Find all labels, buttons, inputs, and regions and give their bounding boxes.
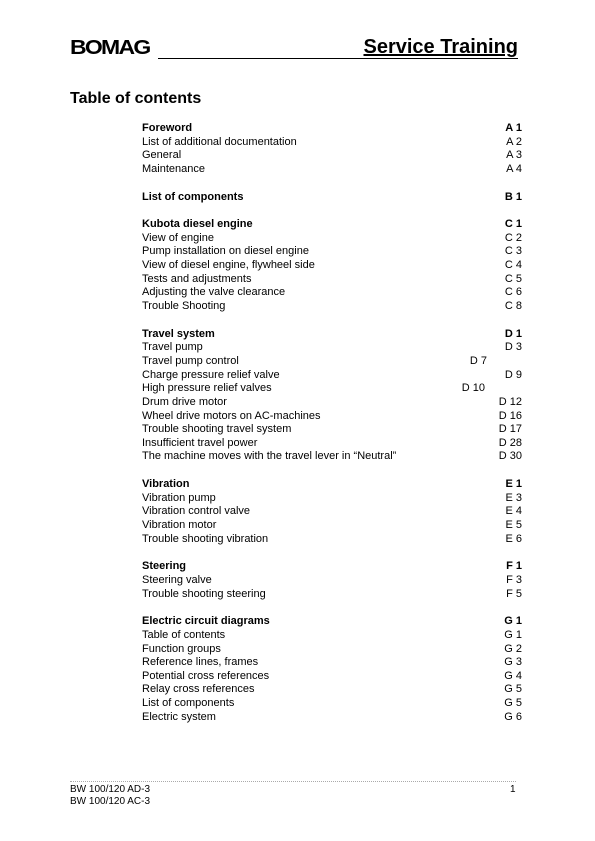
footer-model-line: BW 100/120 AC-3 xyxy=(70,796,151,807)
toc-entry-page: G 5 xyxy=(504,683,522,696)
toc-entry-page: B 1 xyxy=(504,190,522,203)
toc-entry-page: E 5 xyxy=(505,519,522,532)
toc-entry xyxy=(142,492,522,506)
toc-entry-label: View of engine xyxy=(142,231,214,244)
toc-entry xyxy=(142,450,522,464)
page-number: 1 xyxy=(510,784,516,795)
toc-entry-page: A 2 xyxy=(506,135,522,148)
toc-entry xyxy=(142,300,522,314)
toc-entry-label: Electric circuit diagrams xyxy=(142,615,270,628)
toc-section xyxy=(142,615,522,724)
toc-entry-label: Trouble Shooting xyxy=(142,300,226,313)
toc-section xyxy=(142,218,522,313)
toc-section xyxy=(142,191,522,205)
toc-section-heading xyxy=(142,478,522,492)
toc-entry xyxy=(142,711,522,725)
toc-entry-page: E 6 xyxy=(505,532,522,545)
toc-entry-label: Travel pump control xyxy=(142,354,239,367)
toc-section-heading xyxy=(142,122,522,136)
toc-entry-page: C 1 xyxy=(504,218,522,231)
toc-entry xyxy=(142,396,522,410)
toc-entry-page: A 4 xyxy=(506,162,522,175)
toc-entry-page: D 7 xyxy=(469,354,487,367)
toc-entry-label: Function groups xyxy=(142,642,221,655)
toc-entry-label: Steering valve xyxy=(142,573,212,586)
toc-entry-label: Wheel drive motors on AC-machines xyxy=(142,409,321,422)
toc-entry xyxy=(142,533,522,547)
toc-entry-label: Steering xyxy=(142,560,187,573)
toc-entry-label: Electric system xyxy=(142,710,216,723)
toc-entry-label: Vibration xyxy=(142,478,190,491)
toc-entry-label: Vibration control valve xyxy=(142,505,251,518)
toc-entry-label: Table of contents xyxy=(142,628,226,641)
toc-entry-page: E 3 xyxy=(505,491,522,504)
toc-entry xyxy=(142,382,522,396)
toc-entry xyxy=(142,369,522,383)
toc-entry-page: G 1 xyxy=(504,628,522,641)
toc-entry xyxy=(142,232,522,246)
toc-entry-label: Vibration motor xyxy=(142,519,217,532)
toc-entry xyxy=(142,656,522,670)
toc-entry-label: Trouble shooting vibration xyxy=(142,532,269,545)
toc-entry-page: D 3 xyxy=(504,341,522,354)
toc-entry-label: Relay cross references xyxy=(142,683,255,696)
toc-section xyxy=(142,122,522,177)
toc-entry-page: A 1 xyxy=(505,122,522,134)
toc-entry-page: F 1 xyxy=(506,560,522,573)
toc-entry-label: Trouble shooting steering xyxy=(142,587,266,600)
toc-entry-label: Adjusting the valve clearance xyxy=(142,286,286,299)
toc-entry-label: Trouble shooting travel system xyxy=(142,423,292,436)
toc-entry-label: Drum drive motor xyxy=(142,395,227,408)
toc-entry-label: List of components xyxy=(142,697,235,710)
toc-entry-page: C 8 xyxy=(504,300,522,313)
toc-entry-label: High pressure relief valves xyxy=(142,382,272,395)
toc-entry xyxy=(142,355,522,369)
toc-entry-label: Charge pressure relief valve xyxy=(142,368,280,381)
toc-entry-label: General xyxy=(142,149,182,162)
toc-entry-page: D 1 xyxy=(504,327,522,340)
toc-entry xyxy=(142,149,522,163)
toc-entry xyxy=(142,519,522,533)
toc-entry-page: G 5 xyxy=(504,697,522,710)
toc-section xyxy=(142,328,522,464)
toc-entry-label: Kubota diesel engine xyxy=(142,218,253,231)
page-header xyxy=(70,36,518,60)
toc-entry-page: A 3 xyxy=(506,149,522,162)
toc-entry xyxy=(142,505,522,519)
toc-entry xyxy=(142,341,522,355)
toc-entry xyxy=(142,286,522,300)
toc-entry-label: Travel pump xyxy=(142,341,203,354)
header-title: Service Training xyxy=(363,36,518,58)
toc-entry-label: Maintenance xyxy=(142,162,205,175)
toc-section-heading xyxy=(142,191,522,205)
toc-entry-page: C 5 xyxy=(504,272,522,285)
toc-entry-page: C 3 xyxy=(504,245,522,258)
toc-entry-label: View of diesel engine, flywheel side xyxy=(142,259,315,272)
toc-entry-page: C 2 xyxy=(504,231,522,244)
toc-entry-page: D 28 xyxy=(498,436,522,449)
table-of-contents xyxy=(142,122,522,738)
toc-entry xyxy=(142,410,522,424)
toc-entry xyxy=(142,273,522,287)
toc-title: Table of contents xyxy=(70,90,202,107)
toc-entry-label: The machine moves with the travel lever in “Neutral” xyxy=(142,450,397,463)
toc-entry-page: G 1 xyxy=(504,615,522,628)
toc-entry xyxy=(142,683,522,697)
toc-entry-label: Travel system xyxy=(142,327,215,340)
footer-models xyxy=(70,784,150,808)
toc-entry xyxy=(142,670,522,684)
toc-entry-page: C 6 xyxy=(504,286,522,299)
toc-entry-label: Potential cross references xyxy=(142,669,270,682)
toc-entry-page: G 2 xyxy=(504,642,522,655)
toc-entry-label: Foreword xyxy=(142,122,193,134)
toc-entry-page: G 6 xyxy=(504,710,522,723)
toc-entry-page: D 10 xyxy=(461,382,485,395)
toc-entry-page: D 9 xyxy=(504,368,522,381)
toc-entry-page: D 30 xyxy=(498,450,522,463)
toc-entry-page: D 12 xyxy=(498,395,522,408)
toc-section-heading xyxy=(142,615,522,629)
toc-entry xyxy=(142,697,522,711)
toc-entry-page: G 3 xyxy=(504,656,522,669)
toc-entry-label: Insufficient travel power xyxy=(142,436,258,449)
toc-section xyxy=(142,478,522,546)
toc-entry-page: F 3 xyxy=(506,573,522,586)
footer-model-line: BW 100/120 AD-3 xyxy=(70,784,151,795)
toc-entry-page: E 1 xyxy=(505,478,522,491)
toc-entry xyxy=(142,588,522,602)
toc-entry xyxy=(142,423,522,437)
toc-entry-page: D 17 xyxy=(498,423,522,436)
toc-entry xyxy=(142,437,522,451)
toc-entry-page: D 16 xyxy=(498,409,522,422)
toc-section-heading xyxy=(142,560,522,574)
toc-entry xyxy=(142,629,522,643)
toc-entry-label: List of components xyxy=(142,190,244,203)
toc-entry-label: Tests and adjustments xyxy=(142,272,252,285)
toc-entry-page: C 4 xyxy=(504,259,522,272)
toc-entry xyxy=(142,259,522,273)
toc-entry-label: Vibration pump xyxy=(142,491,216,504)
toc-section-heading xyxy=(142,218,522,232)
footer-rule xyxy=(70,781,516,782)
toc-entry-page: G 4 xyxy=(504,669,522,682)
toc-entry-page: F 5 xyxy=(506,587,522,600)
toc-entry-page: E 4 xyxy=(505,505,522,518)
toc-entry-label: Pump installation on diesel engine xyxy=(142,245,309,258)
toc-entry xyxy=(142,643,522,657)
toc-entry xyxy=(142,245,522,259)
toc-section xyxy=(142,560,522,601)
toc-entry xyxy=(142,163,522,177)
toc-section-heading xyxy=(142,328,522,342)
toc-entry xyxy=(142,136,522,150)
toc-entry-label: Reference lines, frames xyxy=(142,656,259,669)
bomag-logo: BOMAG xyxy=(70,37,150,59)
toc-entry xyxy=(142,574,522,588)
toc-entry-label: List of additional documentation xyxy=(142,135,297,148)
